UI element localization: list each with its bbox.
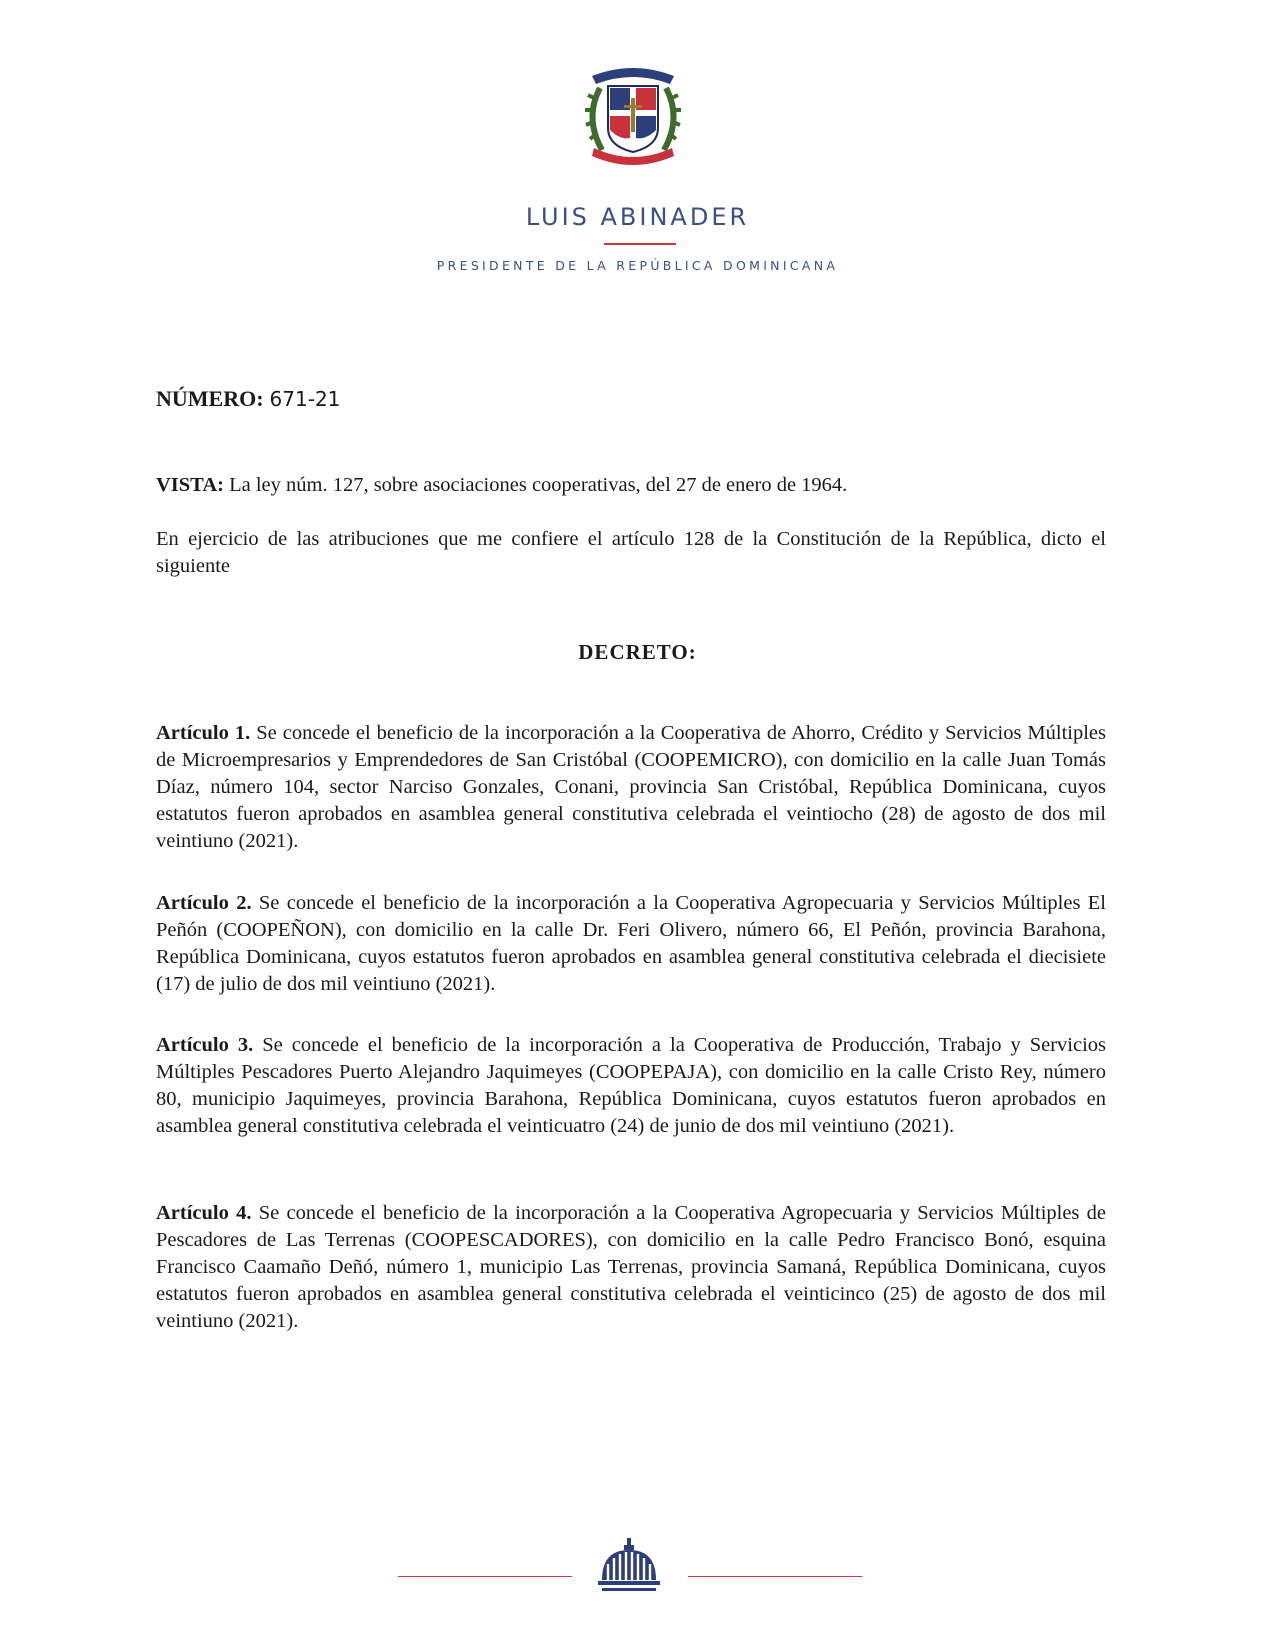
- president-title: PRESIDENTE DE LA REPÚBLICA DOMINICANA: [436, 258, 839, 273]
- vista-paragraph: [156, 472, 1106, 499]
- national-palace-dome-icon: [594, 1536, 664, 1596]
- article-1-label: Artículo 1.: [156, 722, 251, 744]
- article-2: [156, 890, 1106, 998]
- article-1-text: Se concede el beneficio de la incorporación a la Cooperativa de Ahorro, Crédito y Servicios Múltiples de Microempresarios y Emprendedores de San Cristóbal (COOPEMICRO), con domicilio en la calle Juan Tomás Díaz, número 104, sector Narciso Gonzales, Conani, provincia San Cristóbal, República Dominicana, cuyos estatutos fueron aprobados en asamblea general constitutiva celebrada el veintiocho (28) de agosto de dos mil veintiuno (2021).: [156, 722, 1106, 852]
- article-4-text: Se concede el beneficio de la incorporación a la Cooperativa Agropecuaria y Servicios Múltiples de Pescadores de Las Terrenas (COOPESCADORES), con domicilio en la calle Pedro Francisco Bonó, esquina Francisco Caamaño Deñó, número 1, municipio Las Terrenas, provincia Samaná, República Dominicana, cuyos estatutos fueron aprobados en asamblea general constitutiva celebrada el veinticinco (25) de agosto de dos mil veintiuno (2021).: [156, 1202, 1107, 1332]
- decreto-heading: DECRETO:: [578, 640, 697, 664]
- article-3-text: Se concede el beneficio de la incorporación a la Cooperativa de Producción, Trabajo y Servicios Múltiples Pescadores Puerto Alejandro Jaquimeyes (COOPEPAJA), con domicilio en la calle Cristo Rey, número 80, municipio Jaquimeyes, provincia Barahona, República Dominicana, cuyos estatutos fueron aprobados en asamblea general constitutiva celebrada el veinticuatro (24) de junio de dos mil veintiuno (2021).: [156, 1034, 1107, 1137]
- article-1: [156, 720, 1106, 855]
- ejercicio-text: En ejercicio de las atribuciones que me confiere el artículo 128 de la Constitución de la República, dicto el siguiente: [156, 528, 1106, 577]
- footer-divider-right: [688, 1576, 862, 1577]
- article-2-text: Se concede el beneficio de la incorporación a la Cooperativa Agropecuaria y Servicios Múltiples El Peñón (COOPEÑON), con domicilio en la calle Dr. Feri Olivero, número 66, El Peñón, provincia Barahona, República Dominicana, cuyos estatutos fueron aprobados en asamblea general constitutiva celebrada el diecisiete (17) de julio de dos mil veintiuno (2021).: [156, 892, 1106, 995]
- article-4-label: Artículo 4.: [156, 1202, 252, 1224]
- decree-number: [156, 386, 340, 412]
- decree-number-value: 671-21: [269, 387, 341, 411]
- decree-number-label: NÚMERO:: [156, 386, 264, 411]
- vista-label: VISTA:: [156, 474, 224, 496]
- ejercicio-paragraph: [156, 526, 1106, 580]
- dominican-coat-of-arms-icon: [580, 58, 686, 168]
- vista-text: La ley núm. 127, sobre asociaciones cooperativas, del 27 de enero de 1964.: [229, 474, 848, 496]
- article-4: [156, 1200, 1106, 1335]
- article-3-label: Artículo 3.: [156, 1034, 254, 1056]
- article-2-label: Artículo 2.: [156, 892, 252, 914]
- footer-divider-left: [398, 1576, 572, 1577]
- header-divider: [604, 243, 676, 245]
- president-name: LUIS ABINADER: [525, 203, 750, 231]
- article-3: [156, 1032, 1106, 1140]
